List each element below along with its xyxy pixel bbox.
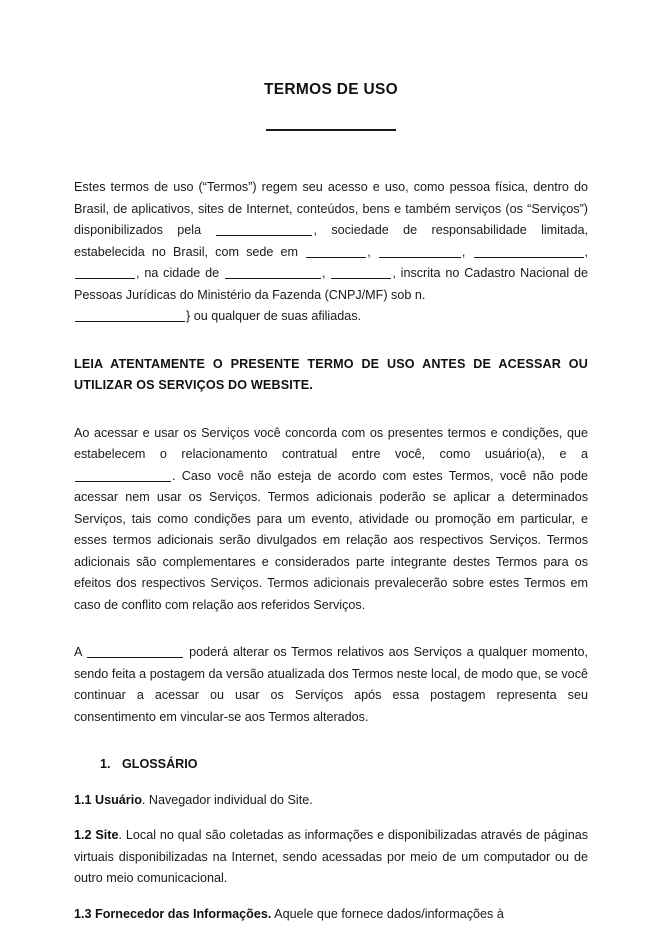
glossary-definition: Local no qual são coletadas as informações e disponibilizadas através de páginas virtuais disponibilizadas na Internet, sendo acessadas por meio de um computador ou de outro meio comunicacional. [74, 828, 588, 886]
list-item [74, 825, 588, 890]
section-heading-glossario [74, 754, 588, 776]
glossary-term: 1.1 Usuário [74, 792, 142, 807]
blank-cnpj[interactable] [75, 310, 185, 322]
section-number: 1. [100, 757, 111, 772]
glossary-definition: Aquele que fornece dados/informações à [271, 906, 504, 921]
intro-text-e2: , [584, 244, 589, 259]
paragraph-intro-last-line [74, 306, 588, 328]
page-title: TERMOS DE USO [264, 81, 398, 98]
glossary-definition: Navegador individual do Site. [145, 792, 313, 807]
document-content [74, 0, 588, 938]
title-divider-wrap [74, 121, 588, 139]
list-item [74, 790, 588, 812]
blank-company-acceptance[interactable] [75, 470, 171, 482]
intro-text-c: , [367, 244, 378, 259]
intro-text-a: Estes termos de uso (“Termos”) regem seu acesso e uso, como pessoa física, dentro do Brasil, de aplicativos, sites de Internet, conteúdos, bens e também serviços (os “Serviços”) disponibilizados pela [74, 180, 588, 238]
acceptance-text-b: . Caso você não esteja de acordo com estes Termos, você não pode acessar nem usar os Serviços. Termos adicionais poderão se aplicar a determinados Serviços, tais como condições para um evento, atividade ou promoção em particular, e esses termos adicionais serão divulgados em relação aos respectivos Serviços. Termos adicionais são complementares e considerados parte integrante destes Termos para os efeitos dos respectivos Serviços. Termos adicionais prevalecerão sobre estes Termos em caso de conflito com relação aos referidos Serviços. [74, 468, 588, 612]
spacer [74, 728, 588, 754]
acceptance-text-a: Ao acessar e usar os Serviços você concorda com os presentes termos e condições, que estabelecem o relacionamento contratual entre você, como usuário(a), e a [74, 425, 588, 462]
list-item [74, 904, 588, 926]
blank-address-street[interactable] [306, 246, 366, 258]
intro-text-d: , [461, 244, 473, 259]
blank-address-number[interactable] [379, 246, 461, 258]
intro-text-h: } ou qualquer de suas afiliadas. [186, 309, 362, 324]
glossary-separator: . [118, 828, 122, 843]
changes-text-a: A [74, 645, 87, 660]
blank-address-district[interactable] [75, 267, 135, 279]
paragraph-changes [74, 642, 588, 728]
paragraph-acceptance [74, 423, 588, 617]
paragraph-warning: LEIA ATENTAMENTE O PRESENTE TERMO DE USO ANTES DE ACESSAR OU UTILIZAR OS SERVIÇOS DO WEBSITE. [74, 356, 588, 393]
glossary-term: 1.2 Site [74, 828, 119, 843]
intro-text-g: , inscrita no Cadastro Nacional de Pessoas Jurídicas do Ministério da Fazenda (CNPJ/MF) sob n. [74, 266, 588, 302]
paragraph-glossary-last-line [74, 925, 588, 938]
glossary-term: 1.3 Fornecedor das Informações. [74, 906, 272, 921]
paragraph-intro [74, 177, 588, 306]
intro-text-e: , na cidade de [136, 266, 224, 281]
glossary-separator: . [141, 792, 146, 807]
intro-text-b: , sociedade de responsabilidade limitada, estabelecida no Brasil, com sede em [74, 223, 588, 259]
spacer [74, 890, 588, 904]
spacer [74, 397, 588, 423]
changes-text-b: poderá alterar os Termos relativos aos Serviços a qualquer momento, sendo feita a postagem da versão atualizada dos Termos neste local, de modo que, se você continuar a acessar ou usar os Serviços após essa postagem representa seu consentimento em vincular-se aos Termos alterados. [74, 645, 588, 724]
spacer [74, 811, 588, 825]
spacer [74, 776, 588, 790]
spacer [74, 328, 588, 354]
blank-company-glossary[interactable] [75, 929, 171, 938]
blank-company-name[interactable] [216, 224, 312, 236]
section-title: GLOSSÁRIO [122, 757, 198, 772]
spacer [74, 139, 588, 177]
blank-state[interactable] [331, 267, 391, 279]
blank-company-changes[interactable] [87, 646, 183, 658]
spacer [74, 616, 588, 642]
intro-text-f: , [321, 266, 331, 281]
title-divider [266, 129, 396, 131]
blank-address-complement[interactable] [474, 246, 584, 258]
blank-city[interactable] [225, 267, 321, 279]
